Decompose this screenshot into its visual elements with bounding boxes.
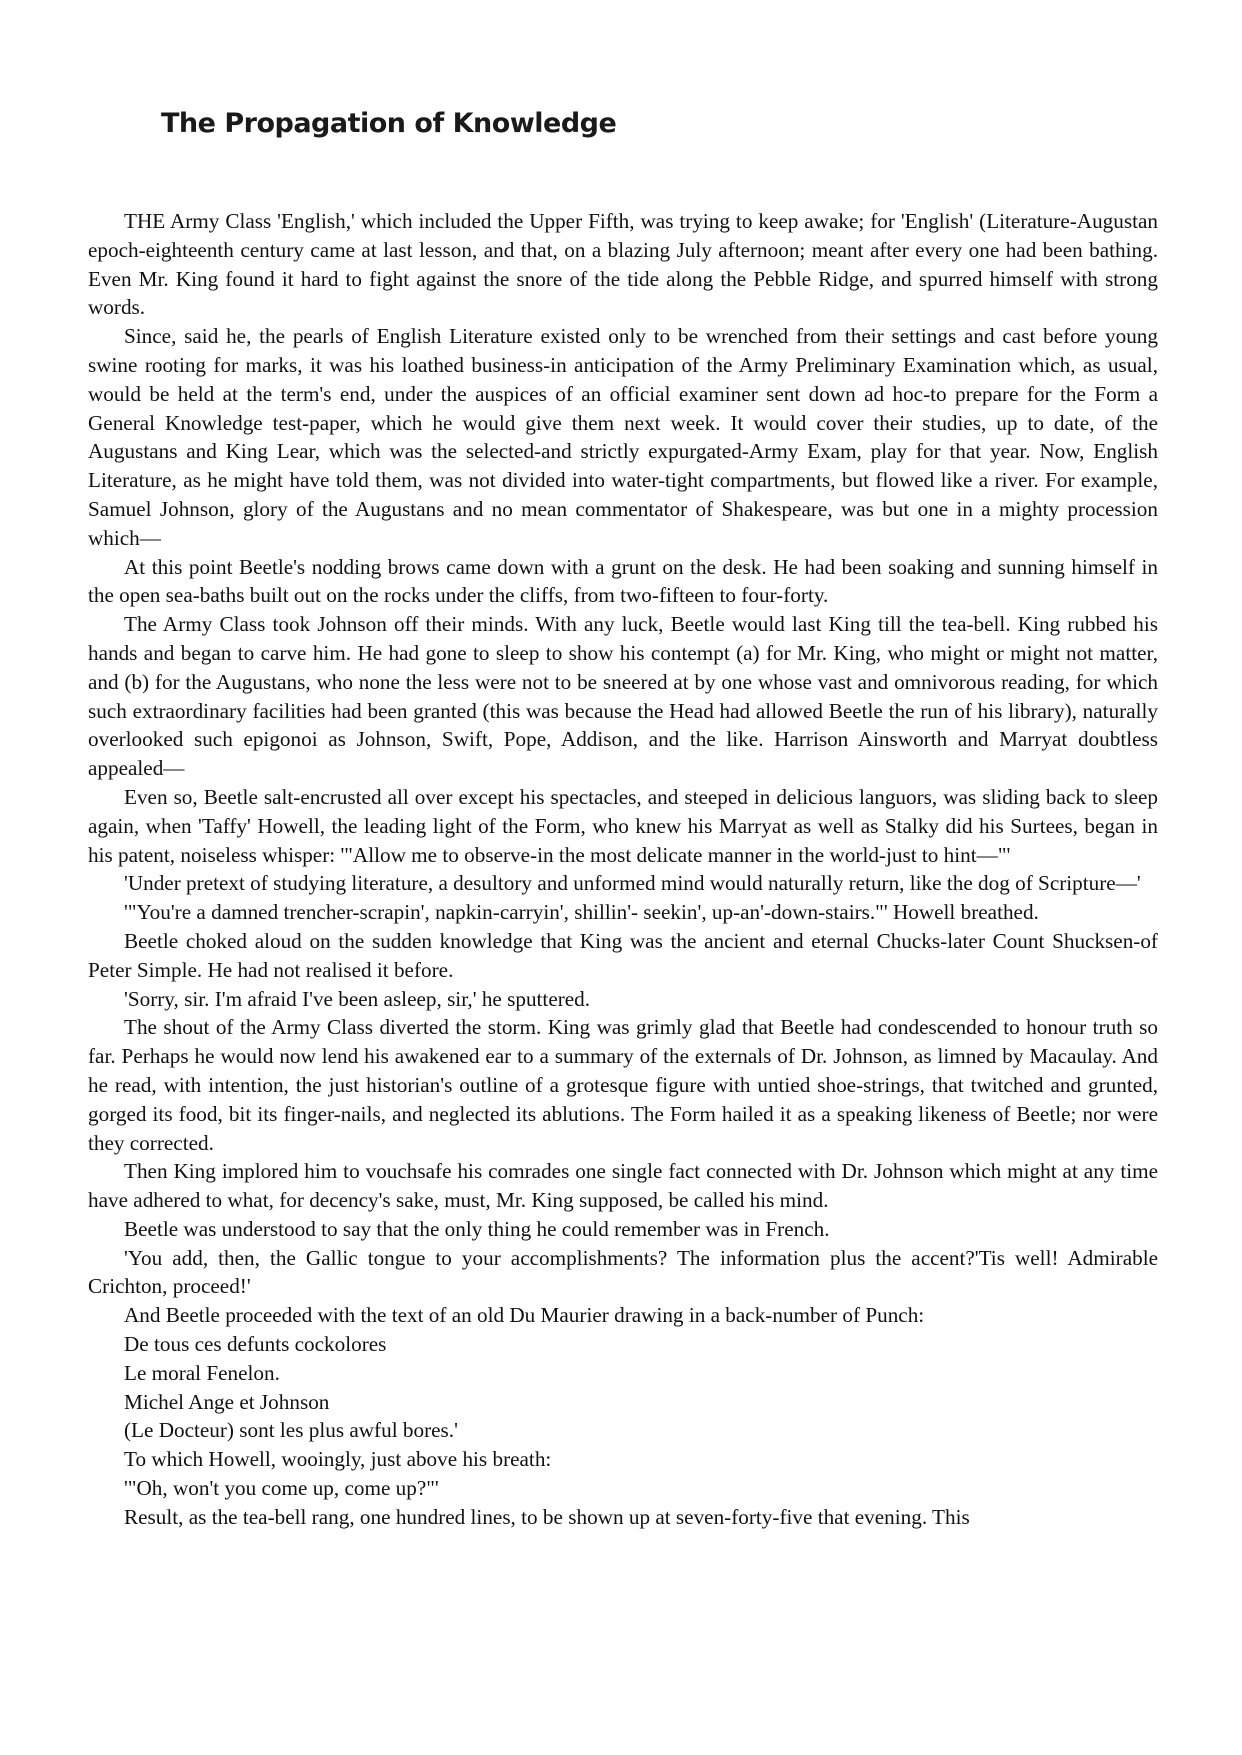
paragraph: Beetle was understood to say that the only thing he could remember was in French.: [124, 1216, 830, 1241]
chapter-body: [88, 207, 1158, 1532]
verse-line: De tous ces defunts cockolores: [124, 1332, 387, 1357]
chapter-title: The Propagation of Knowledge: [161, 108, 617, 139]
paragraph: THE Army Class 'English,' which included the Upper Fifth, was trying to keep awake; for 'English' (Literature-Augustan epoch-eighteenth century came at last lesson, and that, on a blazing July afternoon; meant after every one had been bathing. Even Mr. King found it hard to fight against the snore of the tide along the Pebble Ridge, and spurred himself with strong words.: [88, 209, 1158, 320]
paragraph: The Army Class took Johnson off their minds. With any luck, Beetle would last King till the tea-bell. King rubbed his hands and began to carve him. He had gone to sleep to show his contempt (a) for Mr. King, who might or might not matter, and (b) for the Augustans, who none the less were not to be sneered at by one whose vast and omnivorous reading, for which such extraordinary facilities had been granted (this was because the Head had allowed Beetle the run of his library), naturally overlooked such epigonoi as Johnson, Swift, Pope, Addison, and the like. Harrison Ainsworth and Marryat doubtless appealed—: [88, 612, 1158, 781]
verse-line: (Le Docteur) sont les plus awful bores.': [124, 1418, 458, 1443]
paragraph: The shout of the Army Class diverted the storm. King was grimly glad that Beetle had condescended to honour truth so far. Perhaps he would now lend his awakened ear to a summary of the externals of Dr. Johnson, as limned by Macaulay. And he read, with intention, the just historian's outline of a grotesque figure with untied shoe-strings, that twitched and grunted, gorged its food, bit its finger-nails, and neglected its ablutions. The Form hailed it as a speaking likeness of Beetle; nor were they corrected.: [88, 1015, 1158, 1155]
paragraph: 'Under pretext of studying literature, a desultory and unformed mind would naturally return, like the dog of Scripture—': [124, 871, 1141, 896]
paragraph: Beetle choked aloud on the sudden knowledge that King was the ancient and eternal Chucks-later Count Shucksen-of Peter Simple. He had not realised it before.: [88, 928, 1158, 982]
paragraph: Even so, Beetle salt-encrusted all over except his spectacles, and steeped in delicious languors, was sliding back to sleep again, when 'Taffy' Howell, the leading light of the Form, who knew his Marryat as well as Stalky did his Surtees, began in his patent, noiseless whisper: '"Allow me to observe-in the most delicate manner in the world-just to hint—"': [88, 784, 1158, 867]
paragraph: Result, as the tea-bell rang, one hundred lines, to be shown up at seven-forty-five that evening. This: [124, 1504, 970, 1529]
paragraph: '"You're a damned trencher-scrapin', napkin-carryin', shillin'- seekin', up-an'-down-stairs."' Howell breathed.: [124, 900, 1039, 925]
paragraph: Since, said he, the pearls of English Literature existed only to be wrenched from their settings and cast before young swine rooting for marks, it was his loathed business-in anticipation of the Army Preliminary Examination which, as usual, would be held at the term's end, under the auspices of an official examiner sent down ad hoc-to prepare for the Form a General Knowledge test-paper, which he would give them next week. It would cover their studies, up to date, of the Augustans and King Lear, which was the selected-and strictly expurgated-Army Exam, play for that year. Now, English Literature, as he might have told them, was not divided into water-tight compartments, but flowed like a river. For example, Samuel Johnson, glory of the Augustans and no mean commentator of Shakespeare, was but one in a mighty procession which—: [88, 324, 1158, 550]
paragraph: At this point Beetle's nodding brows came down with a grunt on the desk. He had been soaking and sunning himself in the open sea-baths built out on the rocks under the cliffs, from two-fifteen to four-forty.: [88, 554, 1158, 608]
paragraph: 'You add, then, the Gallic tongue to your accomplishments? The information plus the accent?'Tis well! Admirable Crichton, proceed!': [88, 1245, 1158, 1299]
paragraph: To which Howell, wooingly, just above his breath:: [124, 1447, 552, 1472]
paragraph: '"Oh, won't you come up, come up?"': [124, 1476, 439, 1501]
paragraph: 'Sorry, sir. I'm afraid I've been asleep, sir,' he sputtered.: [124, 986, 591, 1011]
verse-line: Michel Ange et Johnson: [124, 1389, 330, 1414]
verse-line: Le moral Fenelon.: [124, 1360, 280, 1385]
paragraph: And Beetle proceeded with the text of an old Du Maurier drawing in a back-number of Punch:: [124, 1303, 925, 1328]
paragraph: Then King implored him to vouchsafe his comrades one single fact connected with Dr. Johnson which might at any time have adhered to what, for decency's sake, must, Mr. King supposed, be called his mind.: [88, 1159, 1158, 1213]
